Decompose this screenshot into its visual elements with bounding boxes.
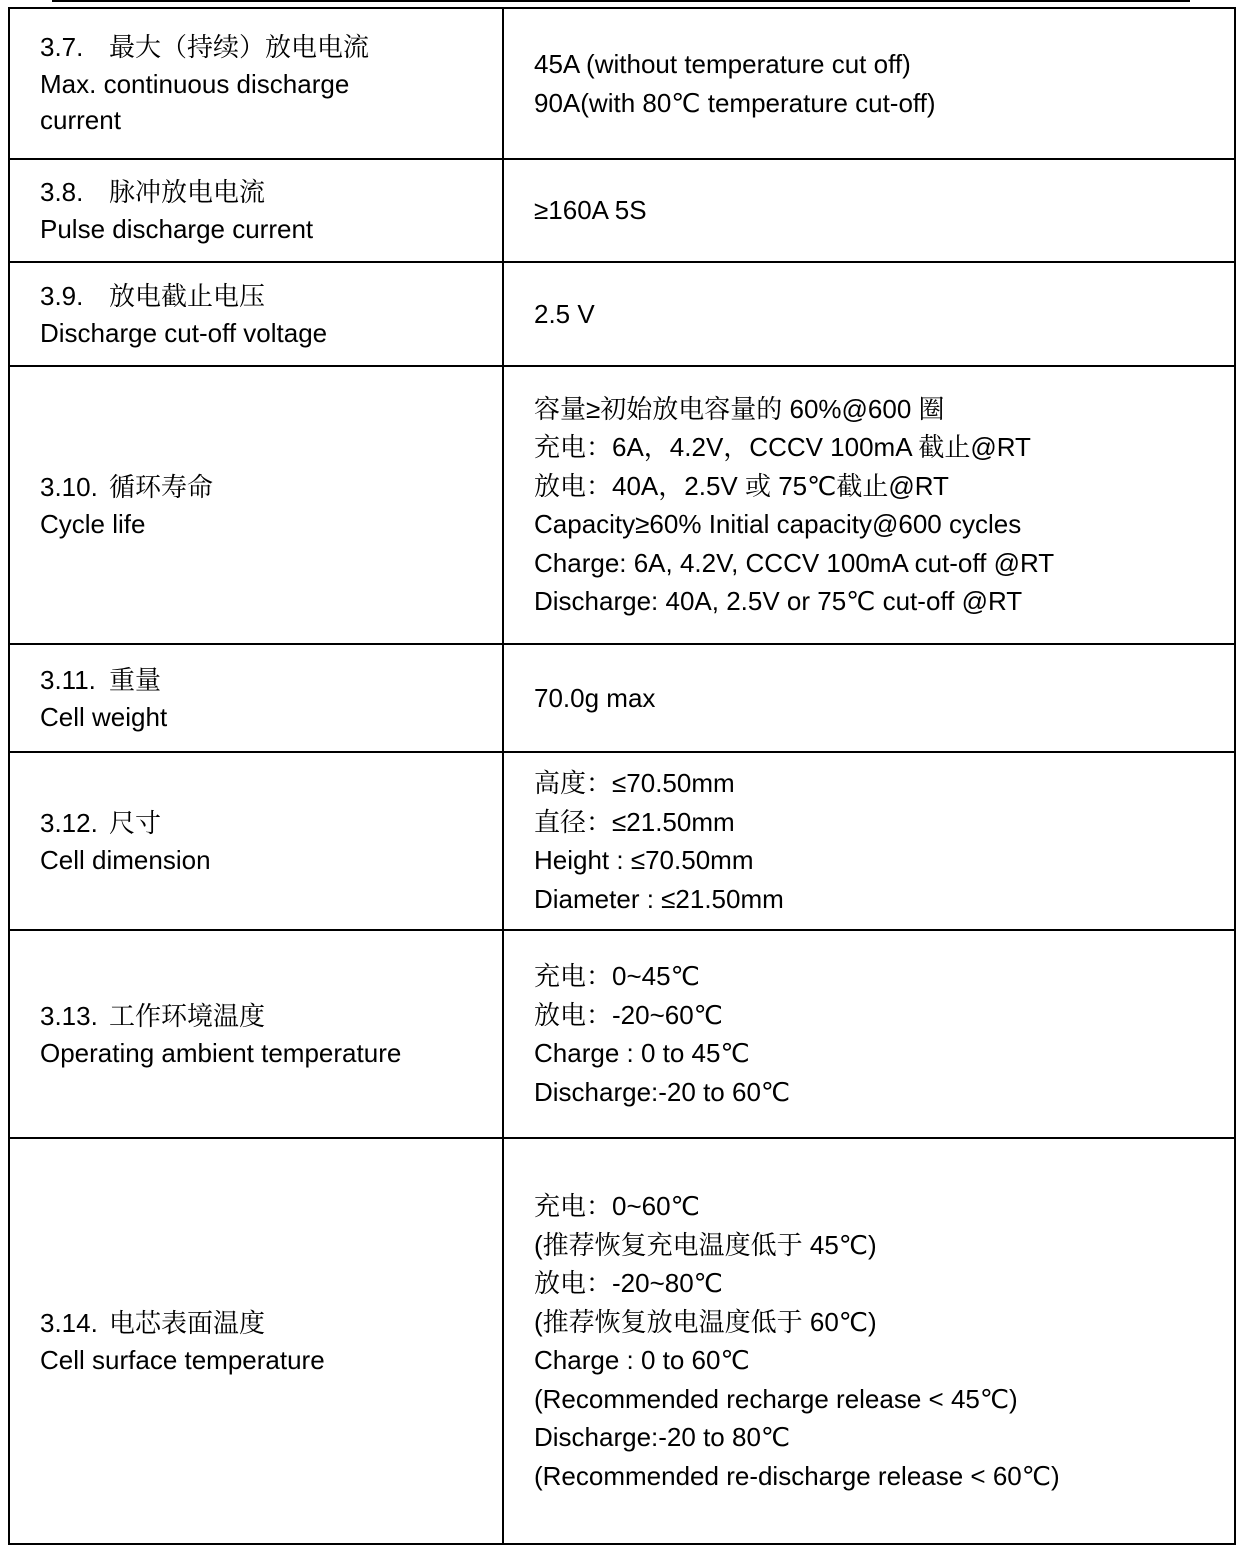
spec-label-en: Cycle life [40,508,146,539]
spec-value: Charge : 0 to 45℃ [534,1038,750,1068]
spec-label-cn: 循环寿命 [109,472,214,503]
spec-value: 2.5 V [534,298,595,329]
spec-value: 高度：≤70.50mm [534,768,735,798]
spec-label-en: Cell dimension [40,844,211,875]
table-row [9,1138,1235,1544]
table-row [9,644,1235,752]
spec-value-cell [503,1138,1235,1544]
spec-number: 3.14. [40,1307,98,1338]
table-row [9,8,1235,159]
spec-label-cell [9,262,503,366]
spec-value: (Recommended re-discharge release < 60℃) [534,1460,1060,1491]
spec-label [40,805,502,878]
spec-value: Height : ≤70.50mm [534,845,754,875]
spec-value-cell [503,8,1235,159]
spec-number: 3.7. [40,32,84,62]
spec-value: (推荐恢复充电温度低于 45℃) [534,1229,877,1260]
spec-label [40,998,502,1071]
spec-number: 3.10. [40,471,98,502]
spec-label-cell [9,366,503,644]
spec-label [40,1305,502,1378]
spec-label-en: Cell surface temperature [40,1344,325,1375]
spec-label [40,469,502,542]
spec-value: Discharge:-20 to 80℃ [534,1422,791,1452]
spec-label-cell [9,1138,503,1544]
table-row [9,752,1235,930]
spec-label [40,174,502,247]
spec-number: 3.11. [40,664,96,695]
spec-value: 70.0g max [534,682,656,713]
spec-number: 3.8. [40,177,84,207]
table-row [9,262,1235,366]
spec-value: 放电：40A，2.5V 或 75℃截止@RT [534,470,949,501]
spec-value: Capacity≥60% Initial capacity@600 cycles [534,509,1022,539]
spec-value: 容量≥初始放电容量的 60%@600 圈 [534,393,945,424]
spec-value-cell [503,644,1235,752]
spec-value-cell [503,752,1235,930]
spec-label-cn: 重量 [109,665,162,696]
spec-value: Discharge:-20 to 60℃ [534,1076,791,1107]
spec-value: Charge: 6A, 4.2V, CCCV 100mA cut-off @RT [534,547,1055,578]
spec-label [40,29,502,138]
spec-value: ≥160A 5S [534,195,647,226]
spec-value-cell [503,930,1235,1138]
spec-number: 3.12. [40,807,98,838]
spec-value: Diameter : ≤21.50mm [534,883,784,914]
spec-value: 直径：≤21.50mm [534,806,735,837]
spec-label-cell [9,644,503,752]
spec-value: 90A(with 80℃ temperature cut-off) [534,87,936,118]
spec-label-cn: 放电截止电压 [109,281,266,312]
spec-label-en: current [40,105,121,135]
spec-label-en: Discharge cut-off voltage [40,317,328,348]
spec-label-cell [9,752,503,930]
spec-value: 充电：0~60℃ [534,1191,700,1221]
spec-label-cell [9,159,503,262]
spec-value: (推荐恢复放电温度低于 60℃) [534,1306,877,1337]
spec-label-cell [9,930,503,1138]
top-rule [52,0,1190,2]
table-row [9,930,1235,1138]
spec-value: (Recommended recharge release < 45℃) [534,1383,1018,1414]
spec-value: Discharge: 40A, 2.5V or 75℃ cut-off @RT [534,586,1023,616]
spec-label-cn: 最大（持续）放电电流 [109,33,370,63]
spec-label-cn: 电芯表面温度 [109,1308,266,1339]
spec-label-en: Max. continuous discharge [40,69,350,99]
spec-label-cn: 工作环境温度 [109,1001,266,1032]
table-row [9,366,1235,644]
table-row [9,159,1235,262]
spec-label-cell [9,8,503,159]
spec-value: 45A (without temperature cut off) [534,49,911,79]
spec-value: 充电：0~45℃ [534,961,700,991]
spec-label [40,662,502,735]
spec-value: 放电：-20~60℃ [534,999,723,1030]
spec-value-cell [503,159,1235,262]
spec-label [40,278,502,351]
spec-label-en: Operating ambient temperature [40,1037,402,1068]
spec-value: Charge : 0 to 60℃ [534,1345,750,1375]
spec-label-en: Cell weight [40,701,168,732]
spec-number: 3.9. [40,280,84,311]
spec-table [8,7,1236,1545]
spec-label-cn: 脉冲放电电流 [109,178,266,208]
spec-value-cell [503,366,1235,644]
spec-value: 放电：-20~80℃ [534,1268,723,1298]
spec-label-cn: 尺寸 [109,808,162,839]
spec-label-en: Pulse discharge current [40,214,314,244]
spec-number: 3.13. [40,1000,98,1031]
spec-value-cell [503,262,1235,366]
spec-value: 充电：6A，4.2V，CCCV 100mA 截止@RT [534,432,1031,462]
